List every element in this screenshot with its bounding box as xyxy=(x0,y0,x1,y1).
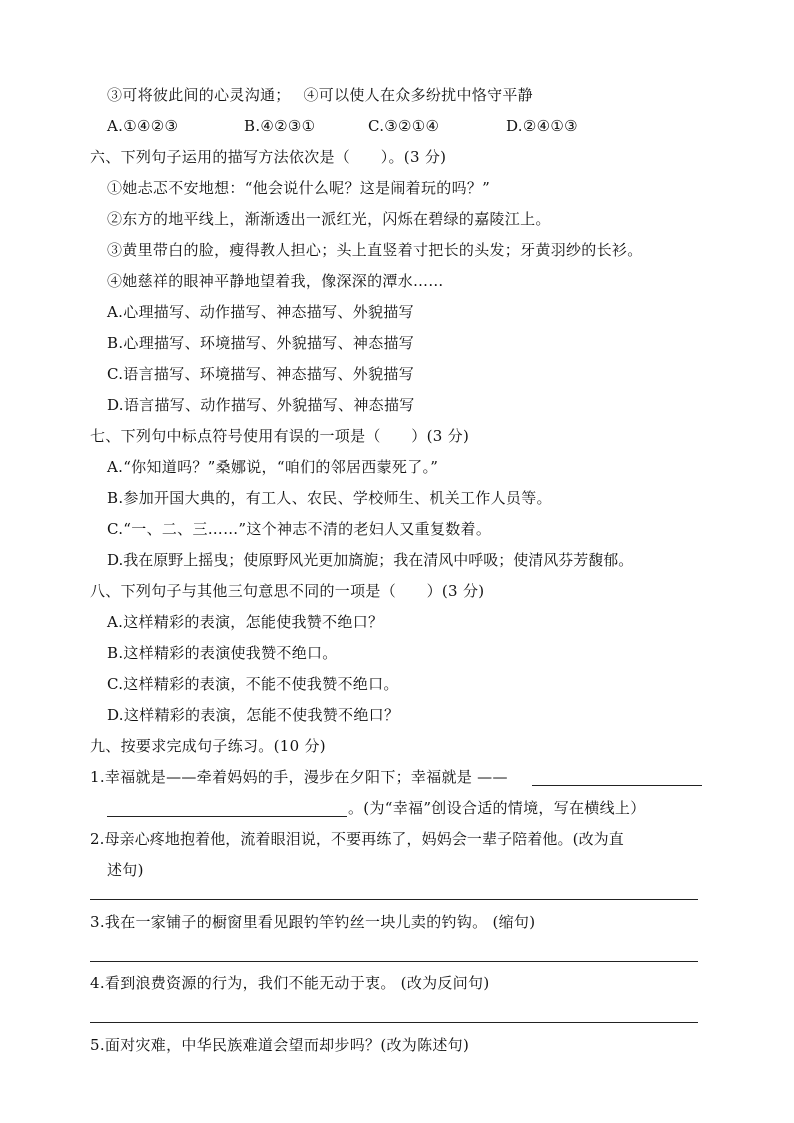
q6-sentence-4: ④她慈祥的眼神平静地望着我，像深深的潭水…… xyxy=(107,272,444,290)
q6-sentence-2: ②东方的地平线上，渐渐透出一派红光，闪烁在碧绿的嘉陵江上。 xyxy=(107,210,551,228)
q6-stem: 六、下列句子运用的描写方法依次是（ ）。(3 分) xyxy=(90,148,447,166)
q6-option-a: A.心理描写、动作描写、神态描写、外貌描写 xyxy=(107,303,414,321)
q8-stem: 八、下列句子与其他三句意思不同的一项是（ ）(3 分) xyxy=(90,582,485,600)
q9-item3-line1: 3.我在一家铺子的橱窗里看见跟钓竿钓丝一块儿卖的钓钩。 (缩句) xyxy=(90,913,536,931)
q8-option-a: A.这样精彩的表演，怎能使我赞不绝口？ xyxy=(107,613,384,631)
q9-item1-instruction: 。(为“幸福”创设合适的情境，写在横线上） xyxy=(348,799,646,817)
q5-option-b: B.④②③① xyxy=(244,117,316,135)
q7-stem: 七、下列句中标点符号使用有误的一项是（ ）(3 分) xyxy=(90,427,470,445)
q6-sentence-1: ①她忐忑不安地想：“他会说什么呢？这是闹着玩的吗？” xyxy=(107,179,491,197)
q6-option-d: D.语言描写、动作描写、外貌描写、神态描写 xyxy=(107,396,415,414)
q9-item2-answer-line[interactable] xyxy=(90,899,698,900)
q6-option-c: C.语言描写、环境描写、神态描写、外貌描写 xyxy=(107,365,415,383)
q6-option-b: B.心理描写、环境描写、外貌描写、神态描写 xyxy=(107,334,415,352)
q9-item5-line1: 5.面对灾难，中华民族难道会望而却步吗？(改为陈述句) xyxy=(90,1036,470,1054)
q5-option-a: A.①④②③ xyxy=(107,117,179,135)
q7-option-d: D.我在原野上摇曳；使原野风光更加旖旎；我在清风中呼吸；使清风芬芳馥郁。 xyxy=(107,551,634,569)
q7-option-c: C.“一、二、三……”这个神志不清的老妇人又重复数着。 xyxy=(107,520,492,538)
q5-option-d: D.②④①③ xyxy=(506,117,578,135)
q9-item2-line2: 述句) xyxy=(107,861,144,879)
q9-item3-answer-line[interactable] xyxy=(90,961,698,962)
q8-option-b: B.这样精彩的表演使我赞不绝口。 xyxy=(107,644,338,662)
q9-item1-answer-line-b[interactable] xyxy=(107,816,347,817)
q9-item4-answer-line[interactable] xyxy=(90,1022,698,1023)
q8-option-c: C.这样精彩的表演，不能不使我赞不绝口。 xyxy=(107,675,399,693)
q7-option-a: A.“你知道吗？”桑娜说，“咱们的邻居西蒙死了。” xyxy=(107,458,439,476)
q7-option-b: B.参加开国大典的，有工人、农民、学校师生、机关工作人员等。 xyxy=(107,489,552,507)
q9-item1-answer-line-a[interactable] xyxy=(532,785,702,786)
q9-item2-line1: 2.母亲心疼地抱着他，流着眼泪说，不要再练了，妈妈会一辈子陪着他。(改为直 xyxy=(90,830,624,848)
q5-option-c: C.③②①④ xyxy=(368,117,440,135)
q6-sentence-3: ③黄里带白的脸，瘦得教人担心；头上直竖着寸把长的头发；牙黄羽纱的长衫。 xyxy=(107,241,643,259)
q8-option-d: D.这样精彩的表演，怎能不使我赞不绝口？ xyxy=(107,706,400,724)
q5-continuation: ③可将彼此间的心灵沟通； ④可以使人在众多纷扰中恪守平静 xyxy=(107,86,533,104)
q5-options xyxy=(107,116,578,136)
q9-item4-line1: 4.看到浪费资源的行为，我们不能无动于衷。 (改为反问句) xyxy=(90,974,490,992)
q9-item1-line1: 1.幸福就是——牵着妈妈的手，漫步在夕阳下；幸福就是 —— xyxy=(90,768,508,786)
q9-stem: 九、按要求完成句子练习。(10 分) xyxy=(90,737,326,755)
